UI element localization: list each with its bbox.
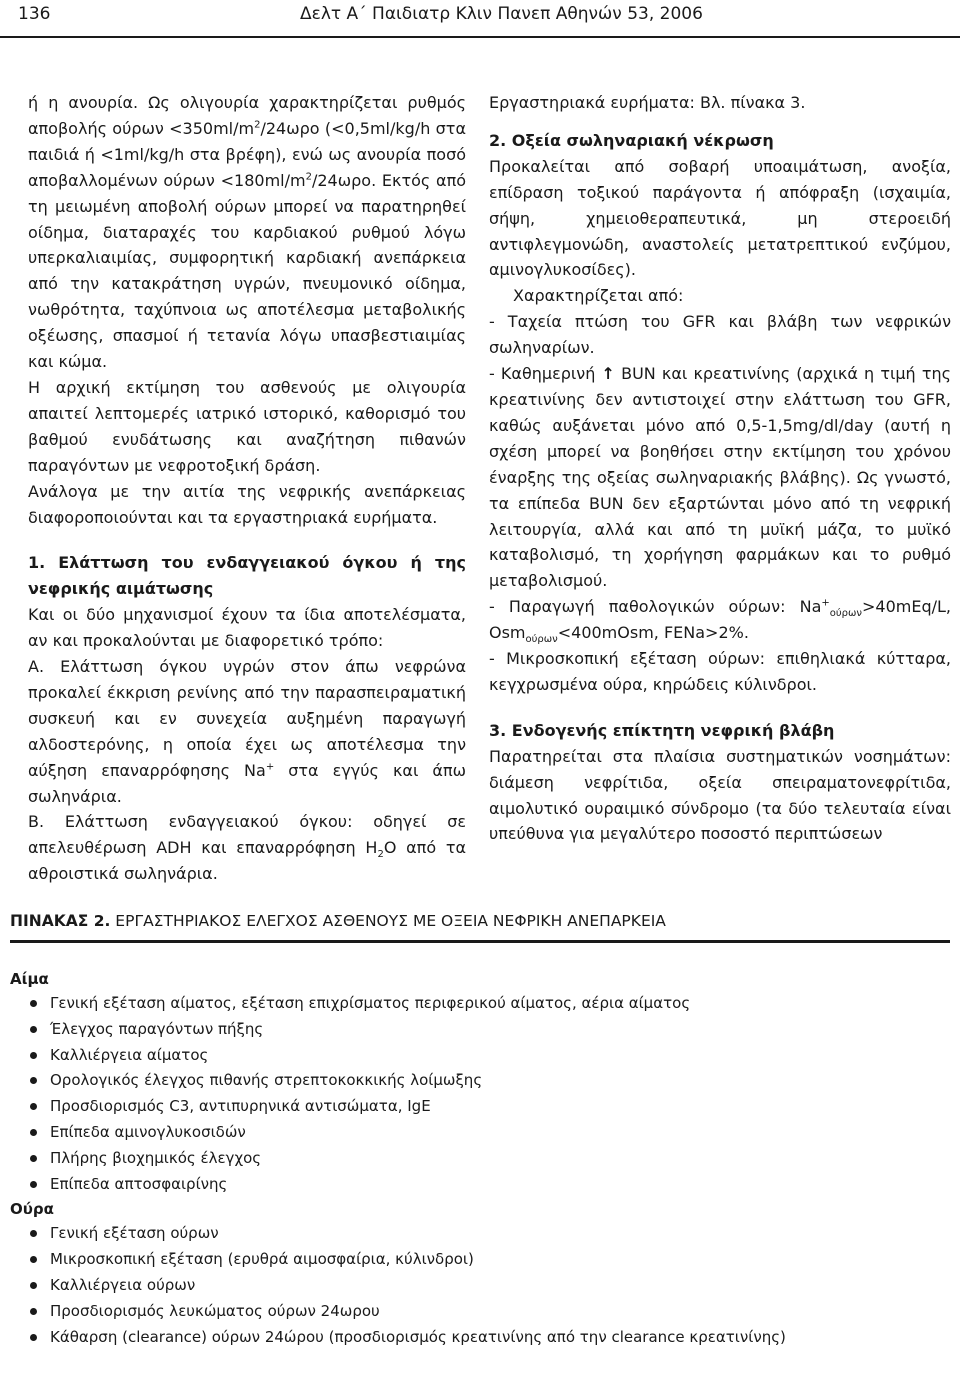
- left-column: [28, 90, 466, 887]
- paragraph-mechanism-a: Α. Ελάττωση όγκου υγρών στον άπω νεφρώνα προκαλεί έκκριση ρενίνης από την παρασπειραματική συσκευή και εν συνεχεία αυξημένη παραγωγή αλδοστερόνης, η οποία έχει ως αποτέλεσμα την αύξηση επαναρρόφησης Na+ στα εγγύς και άπω σωληνάρια.: [28, 657, 466, 806]
- list-item: Γενική εξέταση αίματος, εξέταση επιχρίσματος περιφερικού αίματος, αέρια αίματος: [10, 991, 950, 1017]
- section-heading-3: 3. Ενδογενής επίκτητη νεφρική βλάβη: [489, 720, 835, 740]
- bullet-icon: [30, 1026, 37, 1033]
- bullet-icon: [30, 1052, 37, 1059]
- list-item: Έλεγχος παραγόντων πήξης: [10, 1017, 950, 1043]
- bullet-icon: [30, 1334, 37, 1341]
- paragraph-see-table: Εργαστηριακά ευρήματα: Βλ. πίνακα 3.: [489, 93, 806, 112]
- page-number: 136: [18, 4, 51, 24]
- list-item: Προσδιορισμός λευκώματος ούρων 24ωρου: [10, 1299, 950, 1325]
- paragraph-bun: - Καθημερινή ↑ BUN και κρεατινίνης (αρχικά η τιμή της κρεατινίνης δεν αντιστοιχεί στην ελάττωση του GFR, καθώς αυξάνεται μόνο από 0,5-1,5mg/dl/day (αυτή η σχέση μπορεί να βοηθήσει στην εκτίμηση του χρόνου έναρξης της οξείας σωληναριακής βλάβης). Ως γνωστό, τα επίπεδα BUN δεν εξαρτώνται μόνο από τη νεφρική λειτουργία, αλλά και από τη μυϊκή μάζα, το μυϊκό καταβολισμό, τη χορήγηση φαρμάκων και το ρυθμό μεταβολισμού.: [489, 364, 952, 591]
- paragraph-mechanisms: Και οι δύο μηχανισμοί έχουν τα ίδια αποτελέσματα, αν και προκαλούνται με διαφορετικό τρόπο:: [28, 605, 466, 651]
- table-rule: [10, 940, 950, 943]
- bullet-icon: [30, 1129, 37, 1136]
- paragraph-gfr: - Ταχεία πτώση του GFR και βλάβη των νεφρικών σωληναρίων.: [489, 312, 951, 358]
- table-title: ΠΙΝΑΚΑΣ 2. ΕΡΓΑΣΤΗΡΙΑΚΟΣ ΕΛΕΓΧΟΣ ΑΣΘΕΝΟΥΣ ΜΕ ΟΞΕΙΑ ΝΕΦΡΙΚΗ ΑΝΕΠΑΡΚΕΙΑ: [10, 912, 666, 930]
- paragraph-atn-causes: Προκαλείται από σοβαρή υποαιμάτωση, ανοξία, επίδραση τοξικού παράγοντα ή απόφραξη (ισχαιμία, σήψη, χημειοθεραπευτικά, μη στεροειδή αντιφλεγμονώδη, αναστολείς μετατρεπτικού ενζύμου, αμινογλυκοσίδες).: [489, 156, 951, 280]
- list-item: Μικροσκοπική εξέταση (ερυθρά αιμοσφαίρια, κύλινδροι): [10, 1247, 950, 1273]
- list-item: Ορολογικός έλεγχος πιθανής στρεπτοκοκκικής λοίμωξης: [10, 1068, 950, 1094]
- section-heading-2: 2. Οξεία σωληναριακή νέκρωση: [489, 130, 774, 150]
- list-item: Πλήρης βιοχημικός έλεγχος: [10, 1146, 950, 1172]
- paragraph-oliguria: ή η ανουρία. Ως ολιγουρία χαρακτηρίζεται ρυθμός αποβολής $oύ\rho\omega\nu <350ml/m^2/24\omega\rho o$ (<0,5ml/kg/h στα παιδιά ή <1ml/kg/h στα βρέφη), ενώ ως ανουρία ποσό αποβαλλομένων $oύ\rho\omega\nu <180ml/m^2/24\omega\rho o$. Εκτός από τη μειωμένη αποβολή ούρων μπορεί να παρατηρηθεί οίδημα, διαταραχές του καρδιακού ρυθμού λόγω υπερκαλιαιμίας, συμφορητική καρδιακή ανεπάρκεια από την κατακράτηση υγρών, πνευμονικό οίδημα, νωθρότητα, ταχύπνοια ως αποτέλεσμα μεταβολικής οξέωσης, σπασμοί ή τετανία λόγω υπασβεστιαιμίας και κώμα.: [28, 93, 467, 372]
- paragraph-microscopy: - Μικροσκοπική εξέταση ούρων: επιθηλιακά κύτταρα, κεγχρωσμένα ούρα, κηρώδεις κύλινδροι.: [489, 649, 951, 694]
- right-column: [489, 90, 951, 847]
- bullet-icon: [30, 1103, 37, 1110]
- paragraph-systemic: Παρατηρείται στα πλαίσια συστηματικών νοσημάτων: διάμεση νεφρίτιδα, οξεία σπειραματονεφρίτιδα, αιμολυτικό ουραιμικό σύνδρομο (τα δύο τελευταία είναι υπεύθυνα για μεγαλύτερο ποσοστό περιπτώσεων: [489, 746, 951, 844]
- section-heading-1: 1. Ελάττωση του ενδαγγειακού όγκου ή της νεφρικής αιμάτωσης: [28, 553, 466, 599]
- category-blood: Αίμα: [10, 970, 49, 988]
- paragraph-initial-assessment: Η αρχική εκτίμηση του ασθενούς με ολιγουρία απαιτεί λεπτομερές ιατρικό ιστορικό, καθορισμό του βαθμού ενυδάτωσης και αναζήτηση πιθανών παραγόντων με νεφροτοξική δράση.: [28, 377, 466, 475]
- bullet-icon: [30, 1308, 37, 1315]
- bullet-icon: [30, 1077, 37, 1084]
- bullet-icon: [30, 1282, 37, 1289]
- paragraph-urine-values: - Παραγωγή παθολογικών ούρων: $Na^+_{oύ\rho\omega\nu}>40mEq/L$, Osm$_{oύ\rho\omega\nu}$<400mOsm, FENa>2%.: [489, 597, 951, 646]
- urine-list: [10, 1221, 950, 1350]
- paragraph-mechanism-b: Β. Ελάττωση ενδαγγειακού όγκου: οδηγεί σε απελευθέρωση ADH και επαναρρόφηση $H_2O$ από τα αθροιστικά σωληνάρια.: [28, 812, 466, 884]
- list-item: Επίπεδα αμινογλυκοσιδών: [10, 1120, 950, 1146]
- list-item: Κάθαρση (clearance) ούρων 24ώρου (προσδιορισμός κρεατινίνης από την clearance κρεατινίνης): [10, 1325, 950, 1351]
- list-item: Επίπεδα απτοσφαιρίνης: [10, 1172, 950, 1198]
- running-head: Δελτ Α΄ Παιδιατρ Κλιν Πανεπ Αθηνών 53, 2006: [300, 4, 703, 24]
- list-item: Γενική εξέταση ούρων: [10, 1221, 950, 1247]
- bullet-icon: [30, 1230, 37, 1237]
- page-header: [0, 0, 960, 42]
- list-item: Καλλιέργεια αίματος: [10, 1043, 950, 1069]
- bullet-icon: [30, 1000, 37, 1007]
- up-arrow-icon: ↑: [601, 364, 615, 384]
- category-urine: Ούρα: [10, 1200, 54, 1219]
- paragraph-characterized: Χαρακτηρίζεται από:: [513, 286, 684, 306]
- bullet-icon: [30, 1181, 37, 1188]
- list-item: Καλλιέργεια ούρων: [10, 1273, 950, 1299]
- bullet-icon: [30, 1155, 37, 1162]
- header-rule: [0, 36, 960, 38]
- table-2: [10, 910, 950, 1350]
- blood-list: [10, 991, 950, 1197]
- list-item: Προσδιορισμός C3, αντιπυρηνικά αντισώματα, IgE: [10, 1094, 950, 1120]
- paragraph-lab-findings: Ανάλογα με την αιτία της νεφρικής ανεπάρκειας διαφοροποιούνται και τα εργαστηριακά ευρήματα.: [28, 481, 466, 527]
- bullet-icon: [30, 1256, 37, 1263]
